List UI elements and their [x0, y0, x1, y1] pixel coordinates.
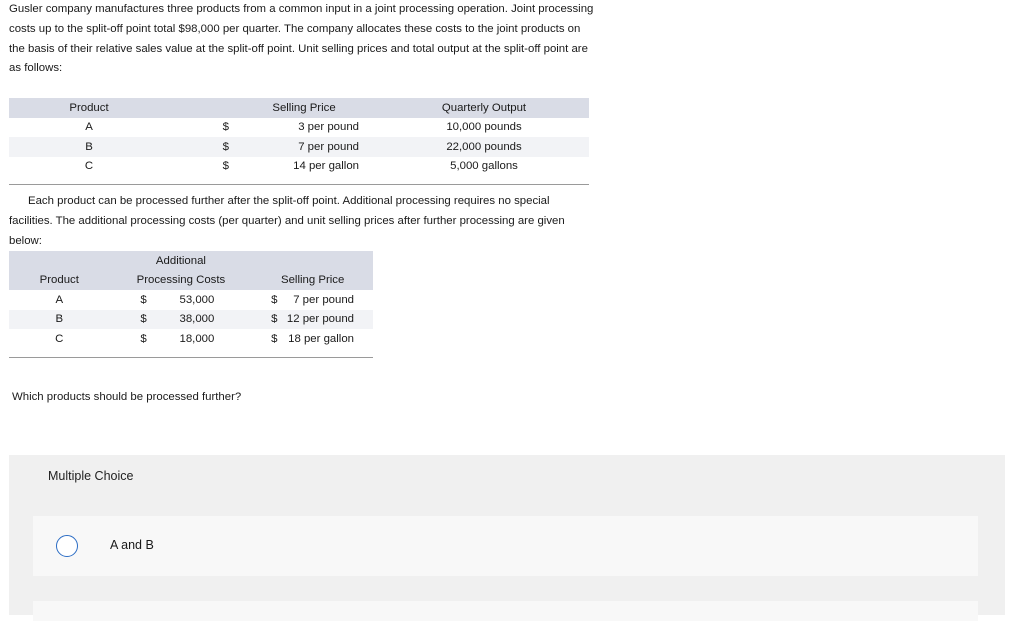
cell-cost: 18,000	[179, 332, 215, 345]
col-header-selling-price: Selling Price	[229, 98, 379, 118]
choice-label: A and B	[110, 538, 154, 552]
table-divider	[9, 184, 589, 185]
table-header-row	[9, 271, 373, 291]
cell-product: C	[55, 332, 64, 345]
table-row	[9, 310, 373, 330]
radio-button[interactable]	[56, 535, 78, 557]
cell-output: 5,000 gallons	[450, 160, 518, 173]
cell-price: 7 per pound	[229, 137, 379, 157]
cell-cost-wrap	[147, 290, 253, 310]
cell-cost: 53,000	[179, 293, 215, 306]
col-header-processing-costs: Processing Costs	[110, 271, 253, 291]
cell-price: 7 per pound	[293, 293, 354, 306]
cell-price: 18 per gallon	[288, 332, 354, 345]
col-header-product: Product	[9, 271, 110, 291]
col-header-product: Product	[9, 98, 169, 118]
table-row	[9, 137, 589, 157]
cell-currency: $	[252, 310, 277, 330]
table-divider	[9, 357, 373, 358]
paragraph-text: Each product can be processed further after the split-off point. Additional processing requires no special facilities. The additional processing costs (per quarter) and unit selling prices after further processing are given below:	[9, 195, 565, 247]
choice-option-next[interactable]	[33, 601, 978, 621]
problem-paragraph-2	[9, 192, 594, 251]
table-header-row	[9, 98, 589, 118]
cell-currency: $	[169, 137, 229, 157]
cell-price: 12 per pound	[277, 310, 373, 330]
further-processing-table	[9, 251, 373, 349]
col-header-quarterly-output: Quarterly Output	[379, 98, 589, 118]
multiple-choice-title: Multiple Choice	[48, 469, 134, 483]
cell-currency: $	[140, 332, 147, 345]
table-row	[9, 290, 373, 310]
table-header-row	[9, 251, 373, 271]
problem-intro: Gusler company manufactures three products from a common input in a joint processing operation. Joint processing costs up to the split-off point total $98,000 per quarter. The company allocates these costs to the joint products on the basis of their relative sales value at the split-off point. Unit selling prices and total output at the split-off point are as follows:	[9, 3, 594, 75]
col-header-additional: Additional	[110, 251, 253, 271]
cell-output: 22,000 pounds	[379, 137, 589, 157]
cell-currency: $	[271, 293, 278, 306]
cell-product: A	[85, 121, 93, 134]
cell-output: 10,000 pounds	[446, 121, 522, 134]
choice-option-a-and-b[interactable]	[33, 516, 978, 576]
cell-currency: $	[222, 121, 229, 134]
cell-cost-wrap	[147, 329, 253, 349]
table-row	[9, 157, 589, 177]
cell-cost: 38,000	[179, 313, 215, 326]
cell-product: A	[55, 293, 64, 306]
cell-currency: $	[140, 293, 147, 306]
cell-cost-wrap	[147, 310, 253, 330]
multiple-choice-panel	[9, 455, 1005, 615]
cell-product: B	[9, 310, 110, 330]
col-header-selling-price: Selling Price	[252, 271, 373, 291]
cell-price: 3 per pound	[298, 121, 359, 134]
cell-currency: $	[271, 332, 278, 345]
cell-product: C	[84, 160, 94, 173]
cell-price: 14 per gallon	[293, 160, 359, 173]
table-row	[9, 329, 373, 349]
cell-currency: $	[222, 160, 229, 173]
cell-product: B	[9, 137, 169, 157]
table-row	[9, 118, 589, 138]
cell-currency: $	[110, 310, 147, 330]
question-text: Which products should be processed further?	[12, 391, 242, 403]
split-off-table	[9, 98, 589, 176]
